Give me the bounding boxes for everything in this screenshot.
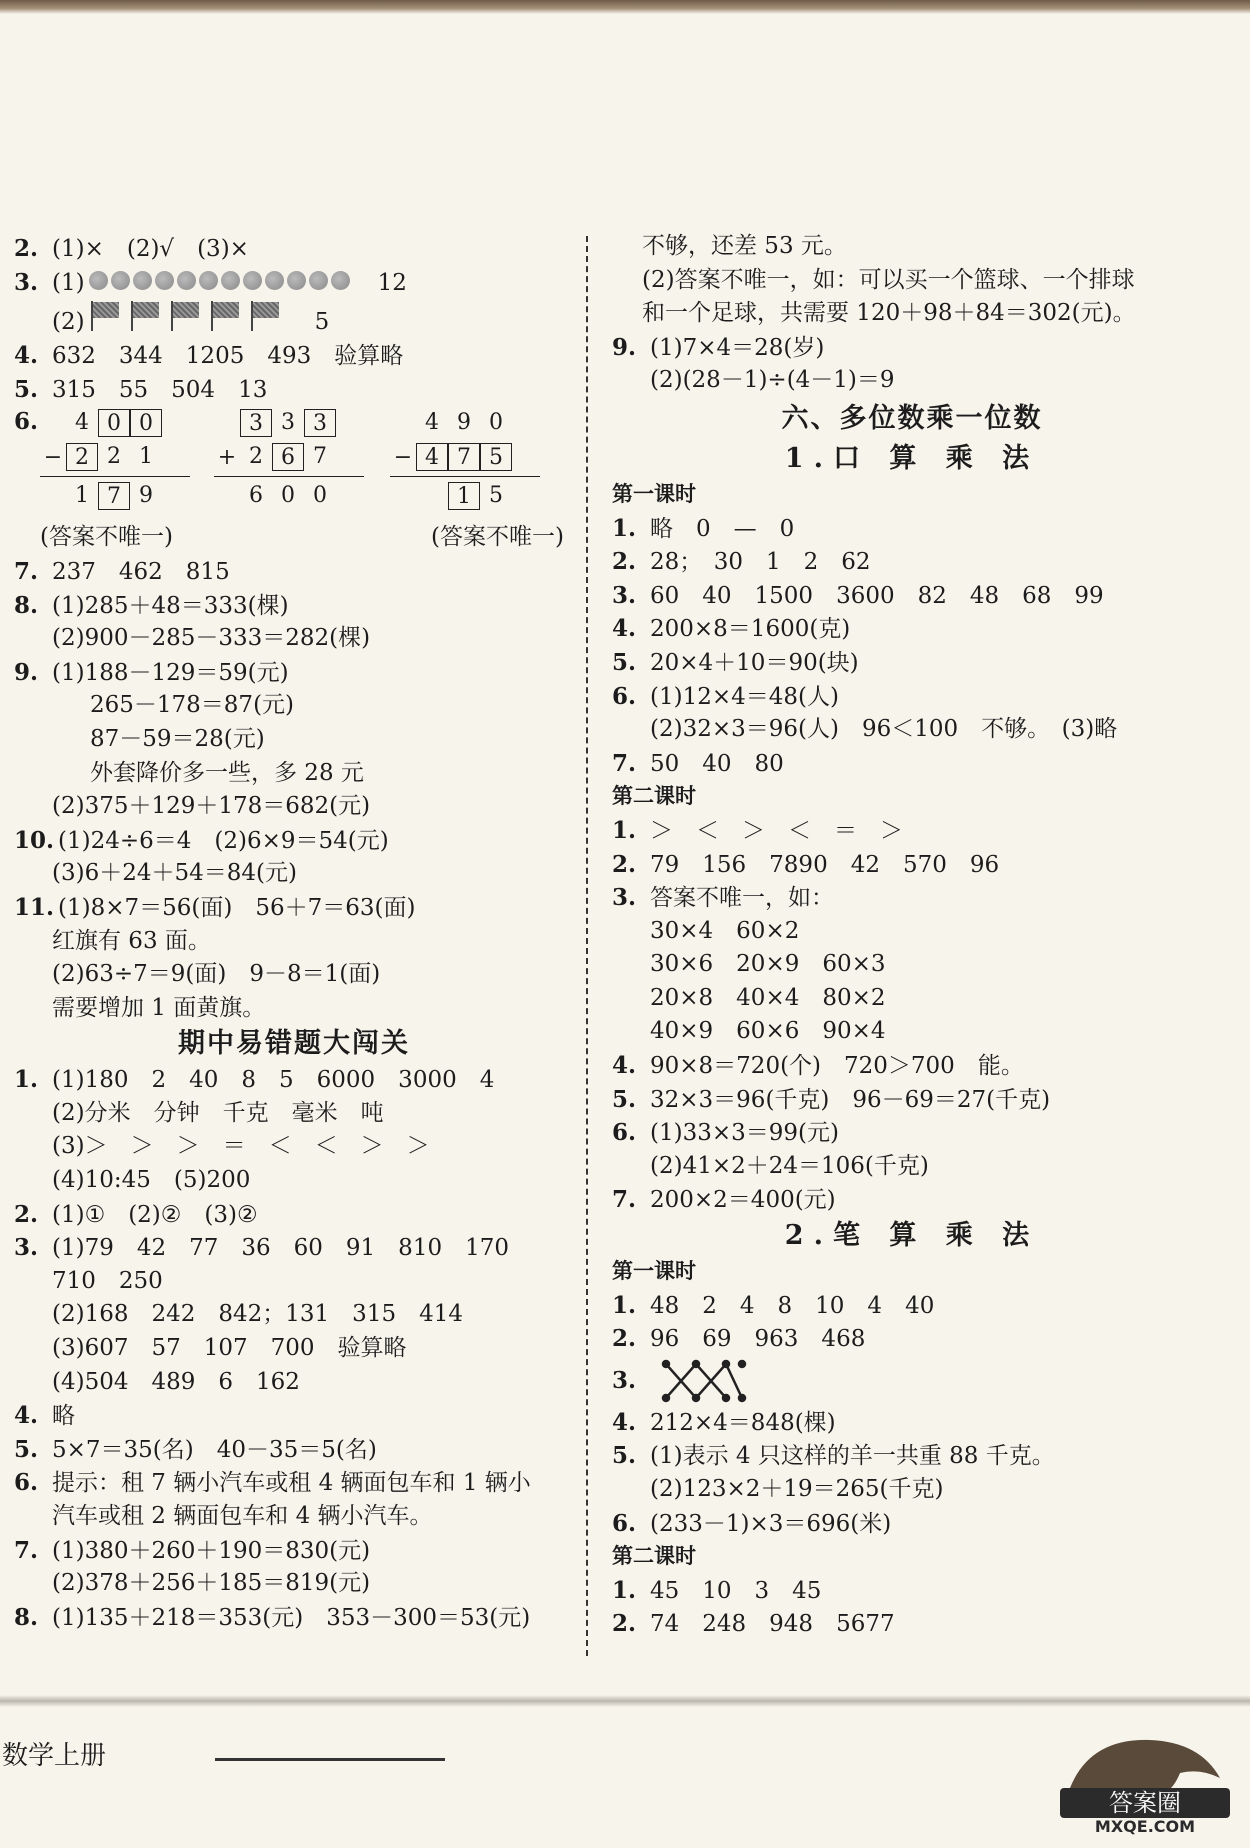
calc-rule xyxy=(214,476,364,477)
answer-row xyxy=(612,1607,1212,1641)
answer-row xyxy=(612,646,1212,680)
answer-text: 汽车或租 2 辆面包车和 4 辆小汽车。 xyxy=(52,1503,433,1529)
answer-text: (2) xyxy=(52,309,85,336)
answer-row xyxy=(612,713,1212,747)
item-number: 3. xyxy=(612,581,637,609)
vertical-calc xyxy=(214,406,364,513)
answer-row xyxy=(14,232,574,266)
answer-text: 632 344 1205 493 验算略 xyxy=(52,343,404,370)
calc-digit: 0 xyxy=(489,410,503,436)
answer-row xyxy=(14,1466,574,1500)
matching-lines-icon xyxy=(656,1358,748,1404)
calc-line xyxy=(214,479,364,513)
answer-row xyxy=(612,915,1212,949)
answer-row xyxy=(14,656,574,690)
vertical-calc xyxy=(40,406,190,513)
chapter-title: 六、多位数乘一位数 xyxy=(781,402,1043,434)
answer-text: 212×4＝848(棵) xyxy=(650,1409,836,1436)
answer-row xyxy=(14,1500,574,1534)
answer-row xyxy=(14,992,574,1026)
item-number: 1. xyxy=(612,514,637,542)
item-number: 2. xyxy=(612,850,637,878)
top-shadow-band xyxy=(0,0,1250,14)
item-number: 3. xyxy=(612,1367,637,1395)
answer-text: 30×4 60×2 xyxy=(650,917,800,944)
answer-row xyxy=(14,1231,574,1265)
item-number: 7. xyxy=(612,1186,637,1214)
book-title: 数学上册 xyxy=(2,1741,107,1771)
answer-text: 90×8＝720(个) 720＞700 能。 xyxy=(650,1053,1024,1080)
answer-text: 20×8 40×4 80×2 xyxy=(650,984,886,1011)
answer-row xyxy=(14,1332,574,1366)
calc-digit: 0 xyxy=(281,483,295,509)
watermark-url: MXQE.COM xyxy=(1094,1817,1196,1836)
answer-text: 315 55 504 13 xyxy=(52,376,268,403)
answer-row xyxy=(14,1433,574,1467)
calc-digit: 1 xyxy=(75,483,89,509)
answer-text: (2)分米 分钟 千克 毫米 吨 xyxy=(52,1099,384,1126)
answer-row xyxy=(612,331,1212,365)
calc-digit: 9 xyxy=(457,410,471,436)
answer-text: (1)① (2)② (3)② xyxy=(52,1201,258,1228)
answer-row xyxy=(14,1567,574,1601)
answer-row xyxy=(612,1356,1212,1406)
calc-line xyxy=(40,479,190,513)
answer-text: 20×4＋10＝90(块) xyxy=(650,649,859,676)
answer-text: (1)12×4＝48(人) xyxy=(650,683,839,710)
answer-text: 30×6 20×9 60×3 xyxy=(650,951,886,978)
answer-text: 5 xyxy=(314,309,330,336)
answer-text: ＞ ＜ ＞ ＜ ＝ ＞ xyxy=(650,817,903,844)
answer-text: 28； 30 1 2 62 xyxy=(650,549,871,576)
answer-row xyxy=(612,982,1212,1016)
item-number: 1. xyxy=(612,1291,637,1319)
answer-row xyxy=(612,948,1212,982)
calc-digit: 1 xyxy=(448,482,480,510)
right-column xyxy=(612,230,1212,1641)
item-number: 7. xyxy=(14,1536,39,1564)
answer-row xyxy=(612,1507,1212,1541)
answer-row xyxy=(14,958,574,992)
answer-text: (1)24÷6＝4 (2)6×9＝54(元) xyxy=(58,827,389,854)
answer-row xyxy=(612,814,1212,848)
answer-row xyxy=(14,1265,574,1299)
calc-digit: 4 xyxy=(75,410,89,436)
answer-text: (1)380＋260＋190＝830(元) xyxy=(52,1537,371,1564)
answer-row xyxy=(14,1298,574,1332)
answer-text: (2)41×2＋24＝106(千克) xyxy=(650,1152,929,1179)
answer-row xyxy=(14,1063,574,1097)
item-number: 6. xyxy=(612,1119,637,1147)
answer-text: (233－1)×3＝696(米) xyxy=(650,1510,892,1537)
answer-row xyxy=(14,1198,574,1232)
calc-rule xyxy=(390,476,540,477)
calc-line xyxy=(390,479,540,513)
answer-row xyxy=(14,589,574,623)
answer-row xyxy=(612,612,1212,646)
answer-row xyxy=(14,1164,574,1198)
answer-text: (4)10:45 (5)200 xyxy=(52,1167,251,1194)
answer-text: 提示：租 7 辆小汽车或租 4 辆面包车和 1 辆小 xyxy=(52,1470,531,1497)
answer-text: 32×3＝96(千克) 96－69＝27(千克) xyxy=(650,1086,1051,1113)
answer-row xyxy=(14,757,574,791)
calc-digit: 3 xyxy=(281,410,295,436)
item-number: 4. xyxy=(612,1408,637,1436)
calc-digit: 9 xyxy=(139,483,153,509)
answer-text: 外套降价多一些，多 28 元 xyxy=(90,759,364,786)
answer-row xyxy=(612,512,1212,546)
answer-text: (1)7×4＝28(岁) xyxy=(650,334,825,361)
calc-line xyxy=(390,440,540,474)
item-number: 9. xyxy=(14,658,39,686)
calc-digit: 0 xyxy=(98,409,130,437)
answer-text: 87－59＝28(元) xyxy=(90,725,265,752)
left-column xyxy=(14,232,574,1634)
answer-row xyxy=(14,1601,574,1635)
answer-text: (3)6＋24＋54＝84(元) xyxy=(52,860,297,887)
answer-row xyxy=(14,373,574,407)
answer-text: 40×9 60×6 90×4 xyxy=(650,1018,886,1045)
column-divider xyxy=(586,236,588,1656)
answer-row xyxy=(14,555,574,589)
answer-row xyxy=(612,1015,1212,1049)
answer-row xyxy=(612,1406,1212,1440)
calc-line xyxy=(40,406,190,440)
answer-row xyxy=(612,848,1212,882)
answer-row xyxy=(612,1439,1212,1473)
answer-row xyxy=(612,1473,1212,1507)
calc-digit: 6 xyxy=(249,483,263,509)
calc-line xyxy=(214,440,364,474)
watermark-logo-icon xyxy=(1050,1718,1240,1836)
answer-text: (1)180 2 40 8 5 6000 3000 4 xyxy=(52,1067,495,1094)
answer-text: 79 156 7890 42 570 96 xyxy=(650,851,1000,878)
answer-text: 和一个足球，共需要 120＋98＋84＝302(元)。 xyxy=(642,300,1136,327)
answer-row xyxy=(612,1083,1212,1117)
section-title: 期中易错题大闯关 xyxy=(178,1028,410,1060)
answer-text: (1)188－129＝59(元) xyxy=(52,659,289,686)
answer-row xyxy=(612,1289,1212,1323)
note-text: (答案不唯一) xyxy=(40,524,173,551)
answer-row xyxy=(612,230,1212,264)
item-number: 2. xyxy=(612,1325,637,1353)
item-number: 10. xyxy=(14,826,55,854)
item-number: 2. xyxy=(612,1610,637,1638)
calc-digit: 7 xyxy=(313,444,327,470)
answer-row xyxy=(612,297,1212,331)
answer-text: 96 69 963 468 xyxy=(650,1326,866,1353)
calc-operator: − xyxy=(43,444,63,470)
answer-text: (2)答案不唯一，如：可以买一个篮球、一个排球 xyxy=(642,266,1135,293)
answer-row xyxy=(612,1183,1212,1217)
answer-row xyxy=(612,680,1212,714)
answer-row xyxy=(14,622,574,656)
answer-row xyxy=(14,1366,574,1400)
answer-text: (2)168 242 842；131 315 414 xyxy=(52,1301,463,1328)
item-number: 11. xyxy=(14,893,55,921)
answer-text: 不够，还差 53 元。 xyxy=(642,233,847,259)
answer-text: (1)285＋48＝333(棵) xyxy=(52,592,289,619)
answer-row xyxy=(612,881,1212,915)
item-number: 5. xyxy=(14,375,39,403)
calc-digit: 3 xyxy=(240,409,272,437)
item-number: 4. xyxy=(612,615,637,643)
item-number: 4. xyxy=(14,342,39,370)
item-number: 4. xyxy=(14,1402,39,1430)
item-number: 5. xyxy=(612,648,637,676)
answer-text: 答案不唯一，如： xyxy=(650,885,834,912)
answer-row xyxy=(14,723,574,757)
calc-rule xyxy=(40,476,190,477)
answer-row xyxy=(612,1574,1212,1608)
item-number: 8. xyxy=(14,1603,39,1631)
answer-row xyxy=(14,824,574,858)
answer-row xyxy=(14,857,574,891)
footer-band xyxy=(0,1695,1250,1707)
answer-text: (2)63÷7＝9(面) 9－8＝1(面) xyxy=(52,961,381,988)
lesson-label: 第一课时 xyxy=(612,481,696,506)
answer-row xyxy=(612,1049,1212,1083)
item-number: 7. xyxy=(612,749,637,777)
item-number: 6. xyxy=(14,408,39,436)
answer-text: 45 10 3 45 xyxy=(650,1577,822,1604)
item-number: 2. xyxy=(14,235,39,262)
calc-digit: 2 xyxy=(107,444,121,470)
answer-text: (1)135＋218＝353(元) 353－300＝53(元) xyxy=(52,1604,531,1631)
answer-text: 略 0 — 0 xyxy=(650,515,795,542)
answer-text: (1)79 42 77 36 60 91 810 170 xyxy=(52,1235,509,1262)
item-number: 1. xyxy=(612,816,637,844)
answer-row xyxy=(14,689,574,723)
answer-text: (3)607 57 107 700 验算略 xyxy=(52,1335,407,1362)
item-number: 9. xyxy=(612,333,637,361)
answer-text: 红旗有 63 面。 xyxy=(52,927,211,954)
calc-digit: 7 xyxy=(448,443,480,471)
calc-digit: 1 xyxy=(139,444,153,470)
subsection-title: 1.口 算 乘 法 xyxy=(784,442,1040,474)
answer-text: (1)× (2)√ (3)× xyxy=(52,236,249,262)
answer-row xyxy=(14,925,574,959)
item-number: 5. xyxy=(612,1085,637,1113)
answer-text: 48 2 4 8 10 4 40 xyxy=(650,1292,935,1319)
calc-line xyxy=(390,406,540,440)
answer-text: 200×2＝400(元) xyxy=(650,1187,836,1214)
item-number: 3. xyxy=(14,268,39,296)
answer-text: 需要增加 1 面黄旗。 xyxy=(52,994,266,1021)
calc-digit: 5 xyxy=(489,483,503,509)
answer-text: (3)＞ ＞ ＞ ＝ ＜ ＜ ＞ ＞ xyxy=(52,1133,430,1160)
calc-digit: 4 xyxy=(416,443,448,471)
item-number: 3. xyxy=(612,884,637,912)
calc-digit: 2 xyxy=(66,443,98,471)
answer-row xyxy=(612,364,1212,398)
vertical-calc xyxy=(390,406,540,513)
item-number: 2. xyxy=(612,548,637,576)
calc-digit: 7 xyxy=(98,482,130,510)
answer-text: 710 250 xyxy=(52,1267,163,1294)
calc-digit: 5 xyxy=(480,443,512,471)
answer-text: 74 248 948 5677 xyxy=(650,1611,895,1638)
calc-digit: 4 xyxy=(425,410,439,436)
item-number: 6. xyxy=(14,1469,39,1497)
answer-row xyxy=(14,891,574,925)
answer-row xyxy=(14,521,574,555)
answer-row xyxy=(14,1130,574,1164)
item-number: 6. xyxy=(612,682,637,710)
calc-operator: + xyxy=(217,444,237,470)
item-number: 3. xyxy=(14,1234,39,1262)
answer-text: (2)123×2＋19＝265(千克) xyxy=(650,1476,944,1502)
calc-operator: − xyxy=(393,444,413,470)
dots-icon xyxy=(89,271,350,290)
answer-row xyxy=(14,790,574,824)
answer-text: (2)375＋129＋178＝682(元) xyxy=(52,793,371,820)
calc-line xyxy=(214,406,364,440)
calc-digit: 2 xyxy=(249,444,263,470)
answer-row xyxy=(14,1534,574,1568)
answer-text: 237 462 815 xyxy=(52,558,230,585)
subsection-title: 2.笔 算 乘 法 xyxy=(784,1220,1040,1252)
calc-digit: 3 xyxy=(304,409,336,437)
calc-line xyxy=(40,440,190,474)
calc-digit: 0 xyxy=(130,409,162,437)
answer-text: (1)33×3＝99(元) xyxy=(650,1120,839,1147)
item-number: 7. xyxy=(14,557,39,585)
calc-digit: 6 xyxy=(272,443,304,471)
lesson-label: 第一课时 xyxy=(612,1259,696,1284)
answer-text: (1)8×7＝56(面) 56＋7＝63(面) xyxy=(58,894,416,921)
answer-text: 略 xyxy=(52,1403,75,1430)
item-number: 1. xyxy=(14,1066,39,1094)
answer-row xyxy=(612,264,1212,298)
item-number: 8. xyxy=(14,591,39,619)
lesson-label: 第二课时 xyxy=(612,784,696,809)
flags-icon xyxy=(91,299,281,329)
answer-row xyxy=(14,299,574,339)
answer-row xyxy=(612,579,1212,613)
footer-rule xyxy=(215,1758,445,1761)
item-number: 5. xyxy=(14,1435,39,1463)
answer-text: 12 xyxy=(377,269,407,296)
item-number: 2. xyxy=(14,1200,39,1228)
item-number: 6. xyxy=(612,1509,637,1537)
answer-text: 50 40 80 xyxy=(650,750,784,777)
item-number: 5. xyxy=(612,1442,637,1470)
answer-text: (2)(28－1)÷(4－1)＝9 xyxy=(650,367,895,394)
answer-text: 265－178＝87(元) xyxy=(90,692,295,719)
answer-text: 200×8＝1600(克) xyxy=(650,616,851,643)
watermark-text: 答案圈 xyxy=(1109,1789,1181,1817)
answer-row xyxy=(612,747,1212,781)
calc-digit xyxy=(416,482,448,510)
item-number: 1. xyxy=(612,1576,637,1604)
answer-row: 3. (1) 12 xyxy=(14,266,574,300)
answer-text: (2)900－285－333＝282(棵) xyxy=(52,625,371,652)
note-text: (答案不唯一) xyxy=(431,524,564,551)
answer-row xyxy=(612,1116,1212,1150)
answer-row xyxy=(14,339,574,373)
calc-digit: 0 xyxy=(313,483,327,509)
answer-row xyxy=(612,1150,1212,1184)
answer-text: (4)504 489 6 162 xyxy=(52,1368,300,1395)
answer-text: (1)表示 4 只这样的羊一共重 88 千克。 xyxy=(650,1443,1055,1470)
vertical-calculations xyxy=(14,406,574,521)
item-number: 4. xyxy=(612,1052,637,1080)
answer-row xyxy=(612,1322,1212,1356)
lesson-label: 第二课时 xyxy=(612,1544,696,1569)
answer-text: 5×7＝35(名) 40－35＝5(名) xyxy=(52,1436,377,1463)
answer-row xyxy=(14,1097,574,1131)
answer-text: (2)32×3＝96(人) 96＜100 不够。 (3)略 xyxy=(650,716,1118,743)
answer-text: (2)378＋256＋185＝819(元) xyxy=(52,1570,371,1597)
answer-row xyxy=(14,1399,574,1433)
answer-row xyxy=(612,545,1212,579)
answer-text: 60 40 1500 3600 82 48 68 99 xyxy=(650,582,1104,609)
